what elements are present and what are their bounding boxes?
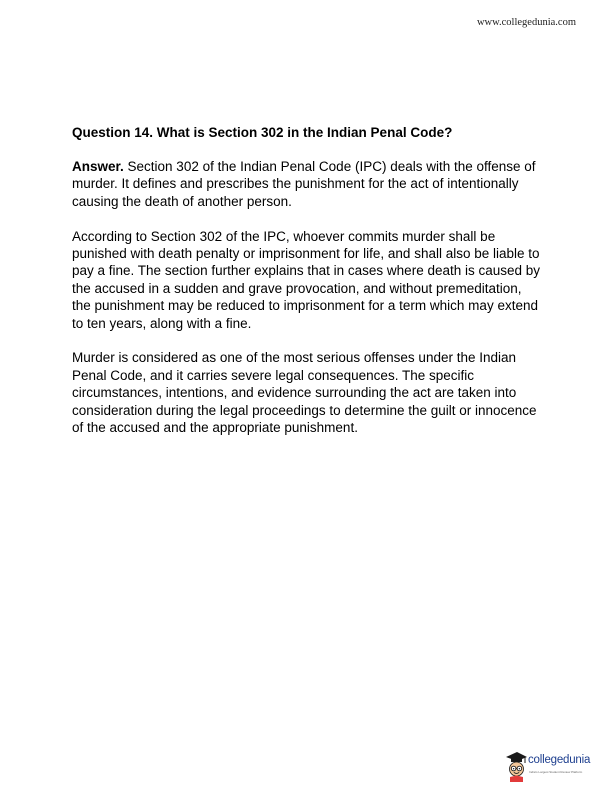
site-url: www.collegedunia.com: [476, 17, 576, 28]
paragraph-3: Murder is considered as one of the most serious offenses under the Indian Penal Code, and it carries severe legal consequences. The specific circumstances, intentions, and evidence surrounding the act are taken into consideration during the legal proceedings to determine the guilt or innocence of the accused and the appropriate punishment.: [72, 350, 537, 436]
answer-intro-text: Section 302 of the Indian Penal Code (IPC) deals with the offense of murder. It defines and prescribes the punishment for the act of intentionally causing the death of another person.: [72, 159, 536, 209]
answer-label: Answer.: [72, 159, 124, 174]
question-heading: Question 14. What is Section 302 in the Indian Penal Code?: [72, 125, 453, 140]
logo-wordmark: collegedunia: [528, 754, 591, 766]
answer-paragraph: [72, 158, 542, 210]
paragraph-2: According to Section 302 of the IPC, whoever commits murder shall be punished with death penalty or imprisonment for life, and shall also be liable to pay a fine. The section further explains that in cases where death is caused by the accused in a sudden and grave provocation, and without premeditation, the punishment may be reduced to imprisonment for a term which may extend to ten years, along with a fine.: [72, 228, 541, 331]
document-body: [72, 124, 542, 454]
logo-tagline: India's Largest Student Review Platform: [529, 770, 583, 774]
graduate-mascot-icon: [504, 750, 528, 782]
collegedunia-logo: [504, 750, 599, 784]
